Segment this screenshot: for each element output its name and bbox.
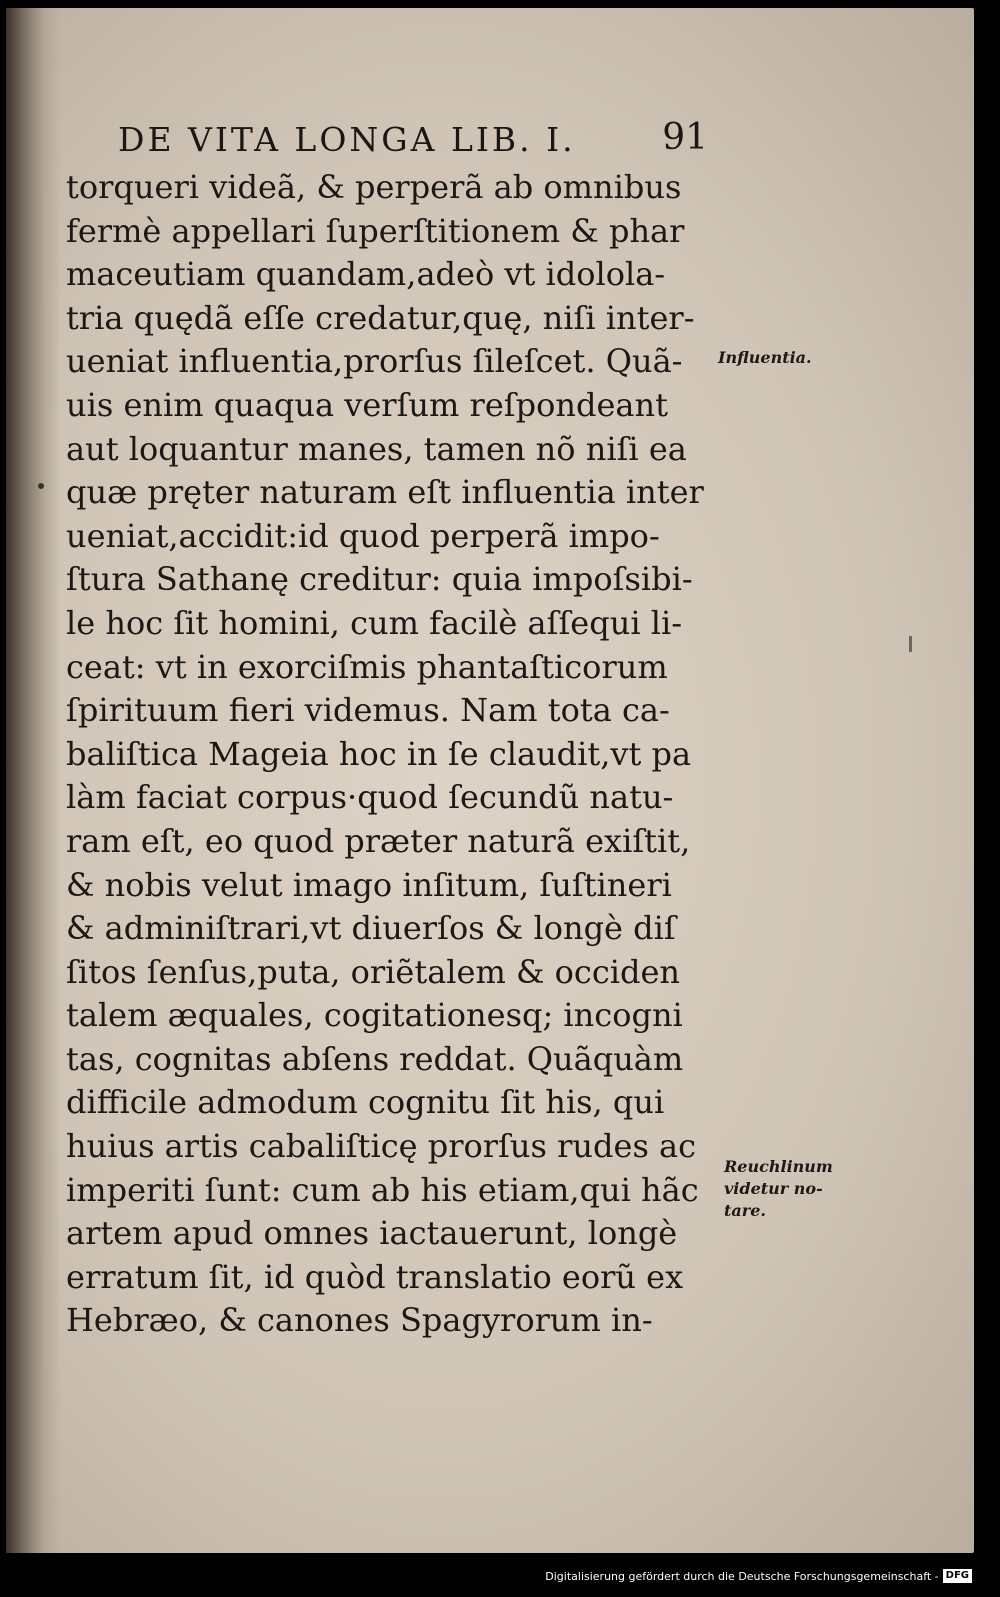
text-line: difficile admodum cognitu ſit his, qui xyxy=(66,1083,665,1122)
text-line: uis enim quaqua verſum reſpondeant xyxy=(66,385,668,424)
book-page xyxy=(6,8,974,1553)
marginal-note-line: videtur no- xyxy=(724,1179,823,1198)
ink-mark xyxy=(38,483,44,489)
text-line: & nobis velut imago inſitum, ſuſtineri xyxy=(66,865,672,904)
text-line: ceat: vt in exorciſmis phantaſticorum xyxy=(66,647,668,686)
text-line: ueniat,accidit:id quod perperã impo- xyxy=(66,516,660,555)
digitization-credit xyxy=(545,1567,972,1585)
running-header xyxy=(118,117,708,160)
marginal-note-reuchlinum xyxy=(724,1156,833,1222)
text-line: maceutiam quandam,adeò vt idolola- xyxy=(66,255,666,294)
text-line: & adminiſtrari,vt diuerſos & longè diſ xyxy=(66,909,676,948)
text-line: tria quędã eſſe credatur,quę, niſi inter- xyxy=(66,298,695,337)
marginal-note-line: tare. xyxy=(724,1201,766,1220)
text-line: aut loquantur manes, tamen nõ niſi ea xyxy=(66,429,687,468)
text-line: artem apud omnes iactauerunt, longè xyxy=(66,1214,678,1253)
page-number: 91 xyxy=(662,117,708,158)
credit-text: Digitalisierung gefördert durch die Deutsche Forschungsgemeinschaft - xyxy=(545,1569,939,1583)
running-title: DE VITA LONGA LIB. I. xyxy=(118,120,576,159)
marginal-note-influentia: Influentia. xyxy=(718,348,812,367)
text-line: imperiti ſunt: cum ab his etiam,qui hãc xyxy=(66,1170,699,1209)
text-line: tas, cognitas abſens reddat. Quãquàm xyxy=(66,1039,684,1078)
text-line: ram eſt, eo quod præter naturã exiſtit, xyxy=(66,821,691,860)
text-line: ſtura Sathanę creditur: quia impoſsibi- xyxy=(66,560,693,599)
text-line: fermè appellari ſuperſtitionem & phar xyxy=(66,211,685,250)
text-line: huius artis cabaliſticę prorſus rudes ac xyxy=(66,1127,697,1166)
dfg-logo: DFG xyxy=(943,1569,972,1583)
text-line: erratum ſit, id quòd translatio eorũ ex xyxy=(66,1257,684,1296)
text-line: talem æquales, cogitationesq; incogni xyxy=(66,996,683,1035)
text-line: baliſtica Mageia hoc in ſe claudit,vt pa xyxy=(66,734,692,773)
text-line: Hebræo, & canones Spagyrorum in- xyxy=(66,1301,653,1340)
marginal-note-line: Reuchlinum xyxy=(724,1157,833,1176)
ink-mark xyxy=(909,636,912,652)
text-line: quæ pręter naturam eſt influentia inter xyxy=(66,473,704,512)
text-line: le hoc ſit homini, cum facilè aſſequi li- xyxy=(66,603,683,642)
text-line: ueniat influentia,prorſus ſileſcet. Quã- xyxy=(66,342,683,381)
text-line: làm faciat corpus·quod ſecundũ natu- xyxy=(66,778,674,817)
page-gutter-shadow xyxy=(6,8,61,1553)
text-line: ſitos ſenſus,puta, oriẽtalem & occiden xyxy=(66,952,680,991)
main-text-block xyxy=(66,166,706,1343)
text-line: torqueri videã, & perperã ab omnibus xyxy=(66,168,682,206)
text-line: ſpirituum fieri videmus. Nam tota ca- xyxy=(66,691,670,730)
